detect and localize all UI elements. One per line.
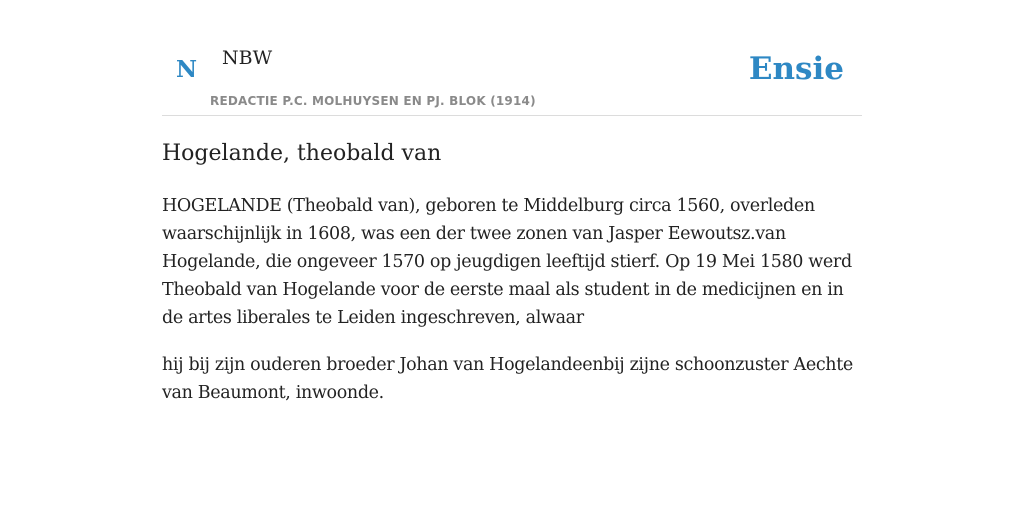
- source-name[interactable]: NBW: [222, 47, 273, 69]
- source-header: [162, 40, 862, 116]
- article-paragraph: HOGELANDE (Theobald van), geboren te Middelburg circa 1560, overleden waarschijnlijk in 1608, was een der twee zonen van Jasper Eewoutsz.van Hogelande, die ongeveer 1570 op jeugdigen leeftijd stierf. Op 19 Mei 1580 werd Theobald van Hogelande voor de eerste maal als student in de medicijnen en in de artes liberales te Leiden ingeschreven, alwaar: [162, 196, 852, 328]
- article: [162, 136, 862, 407]
- brand-logo-link[interactable]: Ensie: [748, 51, 844, 87]
- article-paragraph: hij bij zijn ouderen broeder Johan van Hogelandeenbij zijne schoonzuster Aechte van Beaumont, inwoonde.: [162, 355, 853, 403]
- source-logo[interactable]: N: [176, 56, 198, 83]
- source-subtitle: REDACTIE P.C. MOLHUYSEN EN PJ. BLOK (1914): [210, 94, 536, 108]
- article-title: Hogelande, theobald van: [162, 141, 442, 166]
